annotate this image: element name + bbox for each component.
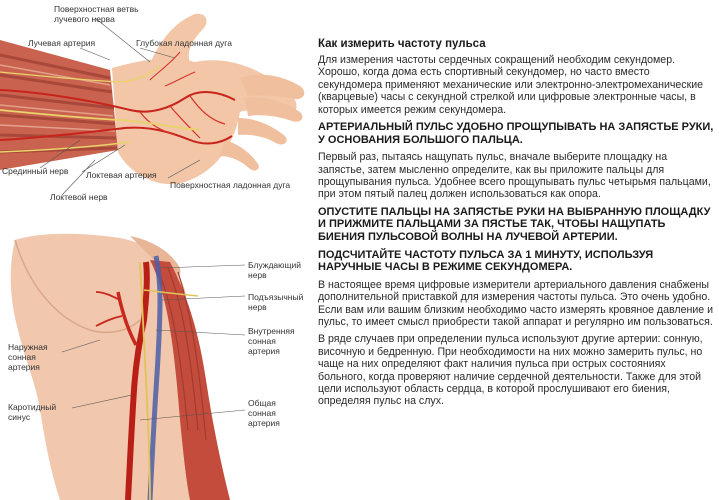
label-ulnar-nerve: Локтевой нерв — [50, 192, 108, 202]
highlight-press-fingers: ОПУСТИТЕ ПАЛЬЦЫ НА ЗАПЯСТЬЕ РУКИ НА ВЫБРАННУЮ ПЛОЩАДКУ И ПРИЖМИТЕ ПАЛЬЦАМИ ЗА ПЯСТЬЕ ТАК, ЧТОБЫ НАЩУПАТЬ БИЕНИЯ ПУЛЬСОВОЙ ВОЛНЫ НА ЛУЧЕВОЙ АРТЕРИИ. — [318, 205, 711, 244]
label-radial-artery: Лучевая артерия — [28, 38, 96, 48]
label-external-carotid: Наружная сонная артерия — [8, 342, 48, 372]
paragraph-digital-meters: В настоящее время цифровые измерители артериального давления снабжены дополнительной приставкой для измерения частоты пульса. Это очень удобно. Если вам или вашим близким необходимо часто измерять кровяное давление и пульс, то имеет смысл приобрести такой аппарат и регулярно им пользоваться. — [318, 278, 713, 329]
label-hypoglossal-nerve: Подъязычный нерв — [248, 292, 304, 312]
label-common-carotid: Общая сонная артерия — [248, 398, 280, 428]
label-superficial-radial-branch: Поверхностная ветвь лучевого нерва — [54, 4, 139, 24]
label-ulnar-artery: Локтевая артерия — [86, 170, 157, 180]
article — [318, 38, 714, 413]
label-vagus-nerve: Блуждающий нерв — [248, 260, 302, 280]
label-deep-palmar-arch: Глубокая ладонная дуга — [136, 38, 232, 48]
anatomy-illustration — [0, 0, 312, 500]
paragraph-other-arteries: В ряде случаев при определении пульса используют другие артерии: сонную, височную и бедренную. При необходимости на них можно замерить пульс, но чаще на них определяют факт наличия пульса при острых состояниях больного, когда проверяют наличие сердечной деятельности. Также для этой цели используют область сердца, в которой прослушивают его биения, определяя пульс на слух. — [318, 333, 703, 408]
paragraph-finger-placement: Первый раз, пытаясь нащупать пульс, вначале выберите площадку на запястье, затем мысленно определите, как вы приложите пальцы для прощупывания пульса. Удобнее всего прощупывать пульс четырьмя пальцами, при этом пятый палец должен использоваться как опора. — [318, 151, 711, 201]
paragraph-stopwatch: Для измерения частоты сердечных сокращений необходим секундомер. Хорошо, когда дома есть спортивный секундомер, но часто вместо секундомера применяют механические или электронно-электромеханические (кварцевые) часы с секундной стрелкой или цифровые электронные часы, в которых имеется режим секундомера. — [318, 54, 704, 116]
label-superficial-palmar-arch: Поверхностная ладонная дуга — [170, 180, 291, 190]
label-carotid-sinus: Каротидный синус — [8, 402, 57, 422]
label-internal-carotid: Внутренняя сонная артерия — [248, 326, 295, 356]
highlight-count-minute: ПОДСЧИТАЙТЕ ЧАСТОТУ ПУЛЬСА ЗА 1 МИНУТУ, ИСПОЛЬЗУЯ НАРУЧНЫЕ ЧАСЫ В РЕЖИМЕ СЕКУНДОМЕРА. — [318, 248, 654, 274]
label-median-nerve: Срединный нерв — [2, 166, 69, 176]
article-title: Как измерить частоту пульса — [318, 38, 486, 50]
highlight-wrist-pulse: АРТЕРИАЛЬНЫЙ ПУЛЬС УДОБНО ПРОЩУПЫВАТЬ НА ЗАПЯСТЬЕ РУКИ, У ОСНОВАНИЯ БОЛЬШОГО ПАЛЬЦА. — [318, 121, 714, 146]
